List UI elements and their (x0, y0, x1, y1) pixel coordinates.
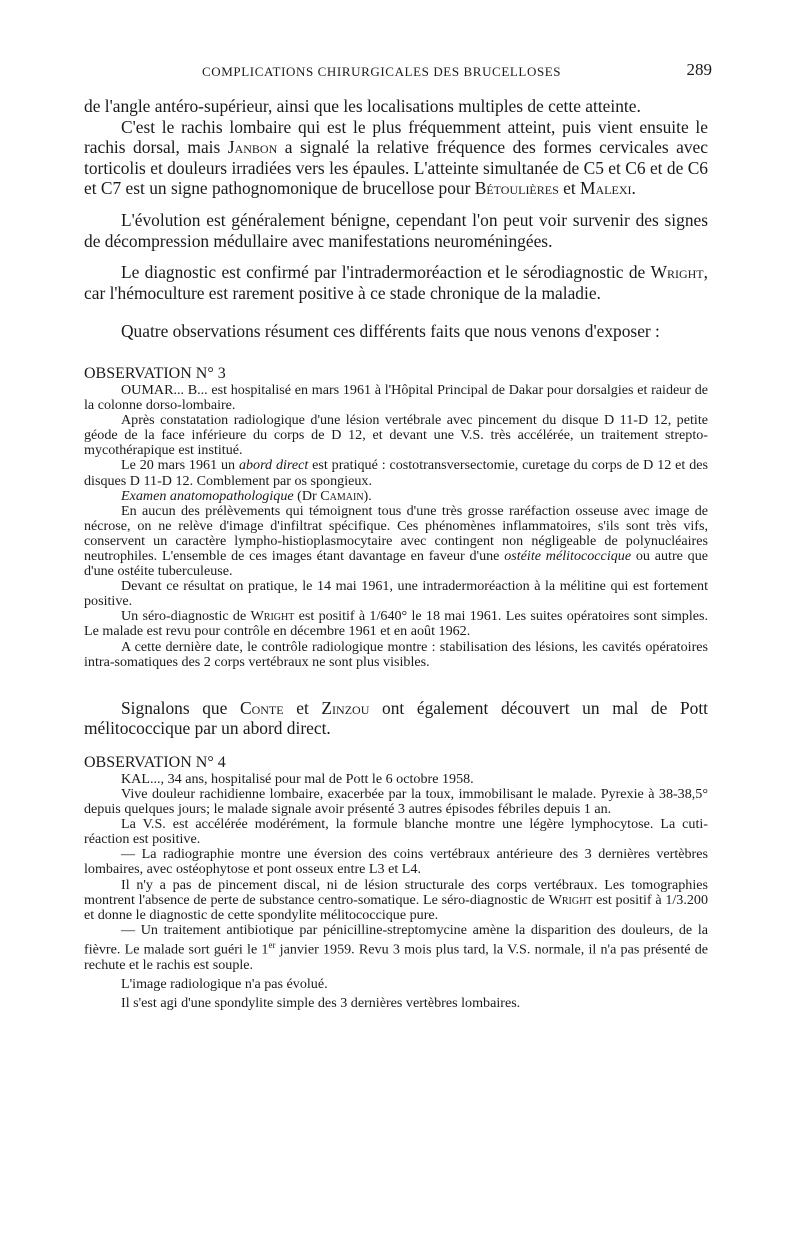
emphasis: ostéite mélitococcique (504, 547, 632, 564)
text-run: , car l'hémoculture est rarement positive à ce stade chronique de la maladie. (84, 262, 708, 303)
obs4-paragraph-8: Il s'est agi d'une spondylite simple des 3 dernières vertèbres lombaires. (121, 994, 521, 1011)
text-run: est positif à 1/640° le 18 mai 1961. Les suites opératoires sont simples. Le malade est revu pour contrôle en décembre 1961 et en août 1962. (84, 608, 709, 640)
text-run: a signalé la relative fréquence des formes cervicales avec torticolis et douleurs irradiées vers les épaules. L'atteinte simultanée de C5 et C6 et de C6 et C7 est un signe pathognomonique de brucellose pour (84, 137, 708, 199)
text-run: Le diagnostic est confirmé par l'intradermoréaction et le sérodiagnostic de (121, 262, 651, 283)
obs4-paragraph-6 (84, 923, 708, 973)
text-run: janvier 1959. Revu 3 mois plus tard, la V.S. normale, il n'a pas présenté de rechute et le rachis est souple. (84, 941, 708, 973)
obs3-paragraph-2: Après constatation radiologique d'une lésion vertébrale avec pincement du disque D 11-D 12, petite géode de la face inférieure du corps de D 12, et devant une V.S. très accélérée, un traitement strepto-mycothérapique est institué. (84, 412, 708, 459)
intro-paragraph-4 (84, 262, 708, 303)
author-name: Wright (548, 891, 593, 908)
text-run: et (558, 178, 581, 199)
text-run: Signalons que (121, 697, 240, 718)
observation-4-heading: OBSERVATION N° 4 (84, 753, 226, 771)
author-name: Malexi (580, 178, 632, 199)
intro-paragraph-3: L'évolution est généralement bénigne, cependant l'on peut voir survenir des signes de décompression médullaire avec manifestations neuroméningées. (84, 209, 708, 251)
author-name: Zinzou (321, 697, 370, 718)
text-run: et (283, 697, 322, 718)
text-run: C'est le rachis lombaire qui est le plus fréquemment atteint, puis vient ensuite le rachis dorsal, mais (84, 116, 708, 158)
obs3-paragraph-6: Devant ce résultat on pratique, le 14 mai 1961, une intradermoréaction à la mélitine qui est fortement positive. (84, 578, 708, 610)
superscript: er (268, 939, 276, 950)
obs3-paragraph-1: OUMAR... B... est hospitalisé en mars 1961 à l'Hôpital Principal de Dakar pour dorsalgies et raideur de la colonne dorso-lombaire. (84, 381, 708, 414)
intro-paragraph-2 (84, 117, 708, 199)
author-name: Conte (240, 697, 284, 718)
obs3-paragraph-5 (84, 504, 708, 579)
obs3-paragraph-7 (84, 609, 708, 639)
text-run: Le 20 mars 1961 un (121, 457, 239, 474)
text-run: Un séro-diagnostic de (121, 608, 251, 625)
obs4-paragraph-2: Vive douleur rachidienne lombaire, exacerbée par la toux, immobilisant le malade. Pyrexie à 38-38,5° depuis quelques jours; le malade signale avoir présenté 3 autres épisodes fébriles depuis 1 an. (84, 786, 708, 818)
text-run: est positif à 1/3.200 et donne le diagnostic de cette spondylite mélitococcique pure. (84, 891, 708, 923)
emphasis: abord direct (238, 457, 309, 474)
text-run: (Dr (293, 487, 321, 504)
author-name: Janbon (227, 137, 278, 158)
page-number: 289 (686, 60, 712, 79)
obs3-paragraph-3 (84, 458, 708, 488)
text-run: ou autre que d'une ostéite tuberculeuse. (84, 547, 709, 580)
intro-paragraph-5: Quatre observations résument ces différents faits que nous venons d'exposer : (121, 321, 660, 342)
text-run: ). (363, 487, 372, 504)
author-name: Bétoulières (474, 178, 559, 199)
observation-3-body (84, 383, 708, 670)
obs4-paragraph-1: KAL..., 34 ans, hospitalisé pour mal de Pott le 6 octobre 1958. (121, 770, 474, 787)
author-name: Wright (250, 608, 295, 625)
observation-3-heading: OBSERVATION N° 3 (84, 364, 226, 382)
obs4-paragraph-3: La V.S. est accélérée modérément, la formule blanche montre une légère lymphocytose. La cuti-réaction est positive. (84, 816, 708, 848)
page-header (84, 60, 712, 84)
author-name: Wright (650, 262, 704, 283)
author-name: Camain (320, 487, 364, 504)
running-title: COMPLICATIONS CHIRURGICALES DES BRUCELLOSES (202, 64, 562, 79)
text-run: Il n'y a pas de pincement discal, ni de lésion structurale des corps vertébraux. Les tomographies montrent l'absence de perte de substance centro-somatique. Le séro-diagnostic de (84, 876, 708, 908)
obs4-paragraph-7: L'image radiologique n'a pas évolué. (121, 975, 328, 992)
obs3-paragraph-4 (84, 489, 708, 504)
observation-4-body (84, 772, 708, 1011)
obs4-paragraph-5 (84, 878, 708, 923)
emphasis: Examen anatomopathologique (121, 487, 294, 504)
text-run: En aucun des prélèvements qui témoignent tous d'une très grosse raréfaction osseuse avec image de nécrose, on ne relève d'image d'infiltrat spécifique. Ces phénomènes inflammatoires, s'ils sont très vifs, conservent un caractère lympho-histioplasmocytaire avec contingent non négligeable de polynucléaires neutrophiles. L'ensemble de ces images étant davantage en faveur d'une (84, 502, 708, 564)
obs4-paragraph-4: — La radiographie montre une éversion des coins vertébraux antérieure des 3 dernières vertèbres lombaires, avec ostéophytose et pont osseux entre L3 et L4. (84, 846, 708, 878)
text-run: . (631, 178, 636, 199)
text-run: — Un traitement antibiotique par pénicilline-streptomycine amène la disparition des douleurs, de la fièvre. Le malade sort guéri le 1 (84, 921, 708, 958)
text-run: ont également découvert un mal de Pott mélitococcique par un abord direct. (84, 697, 708, 739)
signalons-paragraph (84, 698, 708, 739)
intro-paragraph-1: de l'angle antéro-supérieur, ainsi que les localisations multiples de cette atteinte. (84, 96, 641, 116)
obs3-paragraph-8: A cette dernière date, le contrôle radiologique montre : stabilisation des lésions, les cavités opératoires intra-somatiques des 2 corps vertébraux ne sont plus visibles. (84, 638, 708, 670)
text-run: est pratiqué : costotransversectomie, curetage du corps de D 12 et des disques D 11-D 12. Comblement par os spongieux. (84, 457, 708, 489)
page-body (84, 96, 708, 1011)
